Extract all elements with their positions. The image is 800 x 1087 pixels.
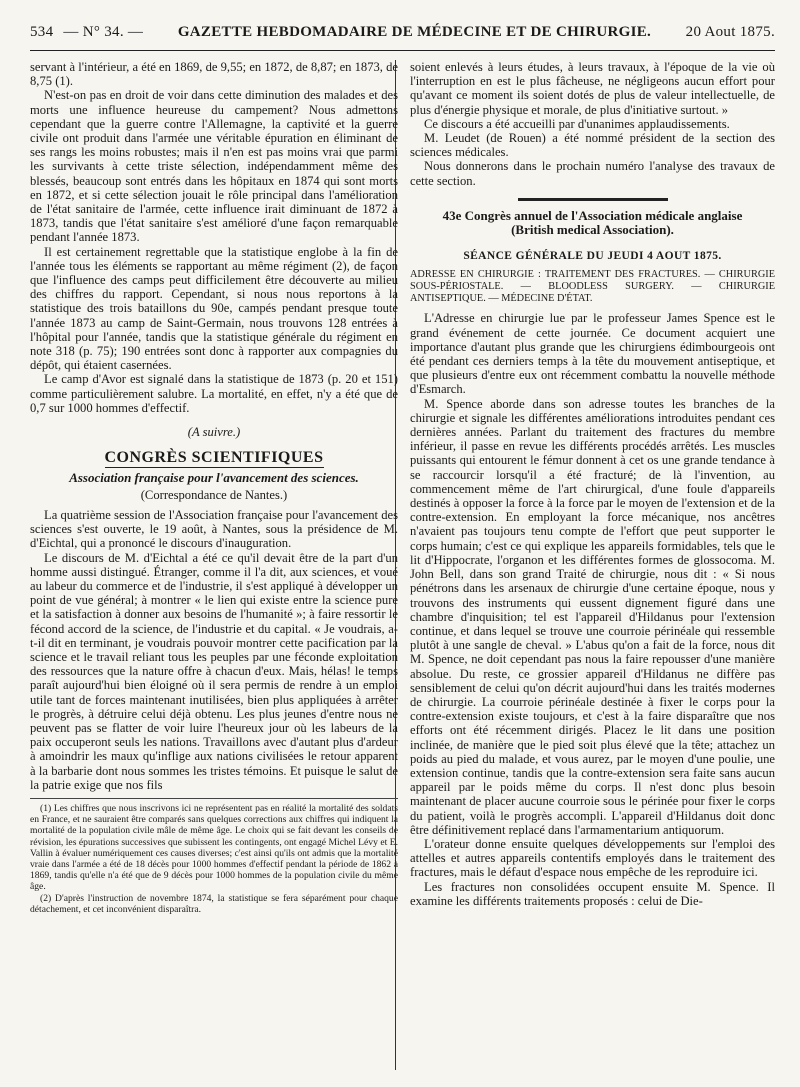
subsection-heading: Association française pour l'avancement des sciences. [69,470,359,486]
right-column [410,60,775,908]
section-title [30,451,398,465]
congress-title: 43e Congrès annuel de l'Association médicale anglaise [442,207,743,223]
paragraph: M. Leudet (de Rouen) a été nommé président de la section des sciences médicales. [410,131,775,160]
correspondence-line: (Correspondance de Nantes.) [140,487,288,502]
session-summary: ADRESSE EN CHIRURGIE : TRAITEMENT DES FRACTURES. — CHIRURGIE SOUS-PÉRIOSTALE. — BLOODLESS SURGERY. — CHIRURGIE ANTISEPTIQUE. — MÉDECINE D'ÉTAT. [410,269,775,305]
paragraph: Ce discours a été accueilli par d'unanimes applaudissements. [424,116,730,131]
page-number: 534 [30,24,54,40]
paragraph: M. Spence aborde dans son adresse toutes les branches de la chirurgie et signale les différentes améliorations introduites pendant ces dernières années. Parlant du traitement des fractures du membre inférieur, il passe en revue les différents procédés arrêtés. Les muscles puissants qui entourent le fémur donnent à cet os une grande tendance à se raccourcir lorsqu'il a été fracturé; de là l'invention, au commencement même de l'art chirurgical, d'une foule d'appareils destinés à opposer la force à la force par le moyen de l'extension et de la contre-extension. En employant la force mécanique, nos ancêtres n'avaient pas toujours tenu compte de l'effort que peut supporter le corps humain; c'est ce qui explique les appareils formidables, tels que le lit d'Hippocrate, l'organon et les différentes formes de glossocoma. M. John Bell, dans son grand Traité de chirurgie, nous dit : « Si nous pénétrons dans les arsenaux de chirurgie d'une certaine époque, nous y trouvons des instruments qui eussent dignement figuré dans une chambre d'inquisition; tel est l'appareil d'Hildanus pour l'extension continue, et dans lequel se trouve une courroie périnéale qui ressemble plutôt à une sangle de cheval. » L'abus qu'on a fait de la force, nous dit M. Spence, ne doit cependant pas nous la faire repousser d'une manière absolue. Du reste, ce grossier appareil d'Hildanus ne diffère pas sensiblement de celui qu'on décrit aujourd'hui dans les traités modernes de chirurgie. La courroie périnéale destinée à fixer le corps pour la contre-extension existe toujours, et c'est à la faire disparaître que nos efforts ont été récemment dirigés. Placez le lit dans une position inclinée, de manière que le pied soit plus élevé que la tête; attachez un poids au pied du malade, et vous aurez, par le moyen d'une poulie, une extension continue, tandis que la contre-extension sera faite sans aucun appareil par le poids même du corps. Il n'est donc plus besoin maintenant de placer aucune courroie sous le périnée pour fixer le corps du patient, voilà le progrès accompli. L'appareil d'Hildanus doit donc être définitivement replacé dans l'armamentarium antiquorum. [410,396,775,837]
paragraph: servant à l'intérieur, a été en 1869, de 9,55; en 1872, de 8,87; en 1873, de 8,75 (1). [30,60,398,89]
footnotes [30,798,398,915]
section-separator [518,198,668,201]
header-rule [30,50,775,51]
footnote-2: (2) D'après l'instruction de novembre 1874, la statistique se fera séparément pour chaque détachement, et cet inconvénient disparaîtra. [30,892,398,915]
paragraph: soient enlevés à leurs études, à leurs travaux, à l'époque de la vie où l'interruption en est le plus fâcheuse, ne négligeons aucun effort pour qu'avant ce moment ils soient dotés de plus de valeur intellectuelle, de plus d'énergie physique et morale, de plus d'initiative surtout. » [410,60,775,117]
session-heading: SÉANCE GÉNÉRALE DU JEUDI 4 AOUT 1875. [463,250,722,263]
section-title-text: CONGRÈS SCIENTIFIQUES [104,449,324,467]
paragraph: Nous donnerons dans le prochain numéro l'analyse des travaux de cette section. [410,159,775,188]
paragraph: Le camp d'Avor est signalé dans la statistique de 1873 (p. 20 et 151) comme particulièrement salubre. La mortalité, en effet, n'y a été que de 0,7 sur 1000 hommes d'effectif. [30,372,398,415]
paragraph: La quatrième session de l'Association française pour l'avancement des sciences s'est ouverte, le 19 août, à Nantes, sous la présidence de M. d'Eichtal, qui a prononcé le discours d'inauguration. [30,507,398,551]
issue-date: 20 Aout 1875. [685,24,775,40]
paragraph: Le discours de M. d'Eichtal a été ce qu'il devait être de la part d'un homme aussi distingué. Étranger, comme il l'a dit, aux sciences, et voué au labeur du commerce et de l'industrie, il s'est appliqué à développer un point de vue général; à montrer « le lien qui existe entre la science pure et la satisfaction à donner aux besoins de l'humanité »; à faire ressortir le fécond accord de la science, de l'industrie et du capital. « Je voudrais, a-t-il dit en terminant, je voudrais pouvoir montrer cette pacification par la science et le travail reliant tous les peuples par une féconde exploitation des ressources que la nature offre à chacun d'eux. Mais, hélas! le temps paraît aujourd'hui bien éloigné où il sera permis de rendre à un emploi utile tant de forces maintenant inutilisées, bien plus appliquées à arrêter le progrès, à détruire celui déjà obtenu. Les plus jeunes d'entre nous ne peuvent pas se flatter de voir luire l'heureux jour où les labeurs de la paix occuperont seuls les nations. Travaillons avec d'autant plus d'ardeur à amoindrir les maux qu'inflige aux nations civilisées le retour apparent à la barbarie dont nous sommes les tristes témoins. Et puisque le salut de la patrie exige que nos fils [30,550,398,792]
paragraph: Les fractures non consolidées occupent ensuite M. Spence. Il examine les différents traitements proposés : celui de Die- [410,879,775,908]
left-column [30,60,398,915]
issue-number: — N° 34. — [63,24,144,40]
to-be-continued: (A suivre.) [187,425,241,440]
publication-title: GAZETTE HEBDOMADAIRE DE MÉDECINE ET DE CHIRURGIE. [177,24,652,40]
congress-subtitle: (British medical Association). [511,222,674,238]
paragraph: Il est certainement regrettable que la statistique englobe à la fin de l'année tous les éléments se rapportant au même régiment (2), de façon que l'influence des camps peut difficilement être découverte au milieu des chiffres du rapport. Cependant, si nous nous reportons à la statistique des trois bataillons du 90e, campés pendant presque toute l'année 1873 au camp de Saint-Germain, nous trouvons 128 entrées à l'hôpital pour l'année, tandis que la statistique générale du régiment en note 318 (p. 75); 190 entrées sont donc à rapporter aux compagnies du dépôt, qui étaient casernées. [30,244,398,373]
page-header [30,24,775,46]
paragraph: L'Adresse en chirurgie lue par le professeur James Spence est le grand événement de cette journée. Ce document acquiert une importance d'autant plus grande que les chirurgiens édimbourgeois ont été pendant ces derniers temps à la tête du mouvement antiseptique, et que plusieurs d'entre eux ont récemment combattu la nouvelle méthode d'Esmarch. [410,311,775,397]
footnote-1: (1) Les chiffres que nous inscrivons ici ne représentent pas en réalité la mortalité des soldats en France, et ne sauraient être comparés sans quelques corrections aux chiffres qui indiquent la mortalité de la population civile mâle de même âge. Le choix qui se fait devant les conseils de révision, les épurations successives que subissent les contingents, ont engagé Michel Lévy et E. Vallin à évaluer numériquement ces causes diverses; c'est ainsi qu'ils ont admis que la mortalité vraie dans l'armée a été de 18 décès pour 1000 hommes d'effectif pendant la période de 1862 à 1869, tandis qu'elle n'a été que de 9 décès pour 1000 hommes de la population civile du même âge. [30,802,398,893]
paragraph: N'est-on pas en droit de voir dans cette diminution des malades et des morts une influence heureuse du campement? Nous admettons cependant que la guerre contre l'Allemagne, la captivité et la guerre civile ont produit dans l'armée une véritable épuration en éliminant de ses rangs les moins robustes; mais il n'en est pas moins vrai que parmi les survivants à cette triste sélection, indépendamment même des blessés, beaucoup sont entrés dans les hôpitaux en 1874 qui sont morts en 1872, et si cette sélection jouait le rôle principal dans l'amélioration de l'état sanitaire de l'armée, cette influence irait diminuant de 1872 à 1873, tandis que l'état sanitaire s'est amélioré d'une façon remarquable pendant l'année 1873. [30,88,398,245]
paragraph: L'orateur donne ensuite quelques développements sur l'emploi des attelles et autres appareils contentifs employés dans le traitement des fractures, mais le défaut d'espace nous empêche de les reproduire ici. [410,836,775,880]
